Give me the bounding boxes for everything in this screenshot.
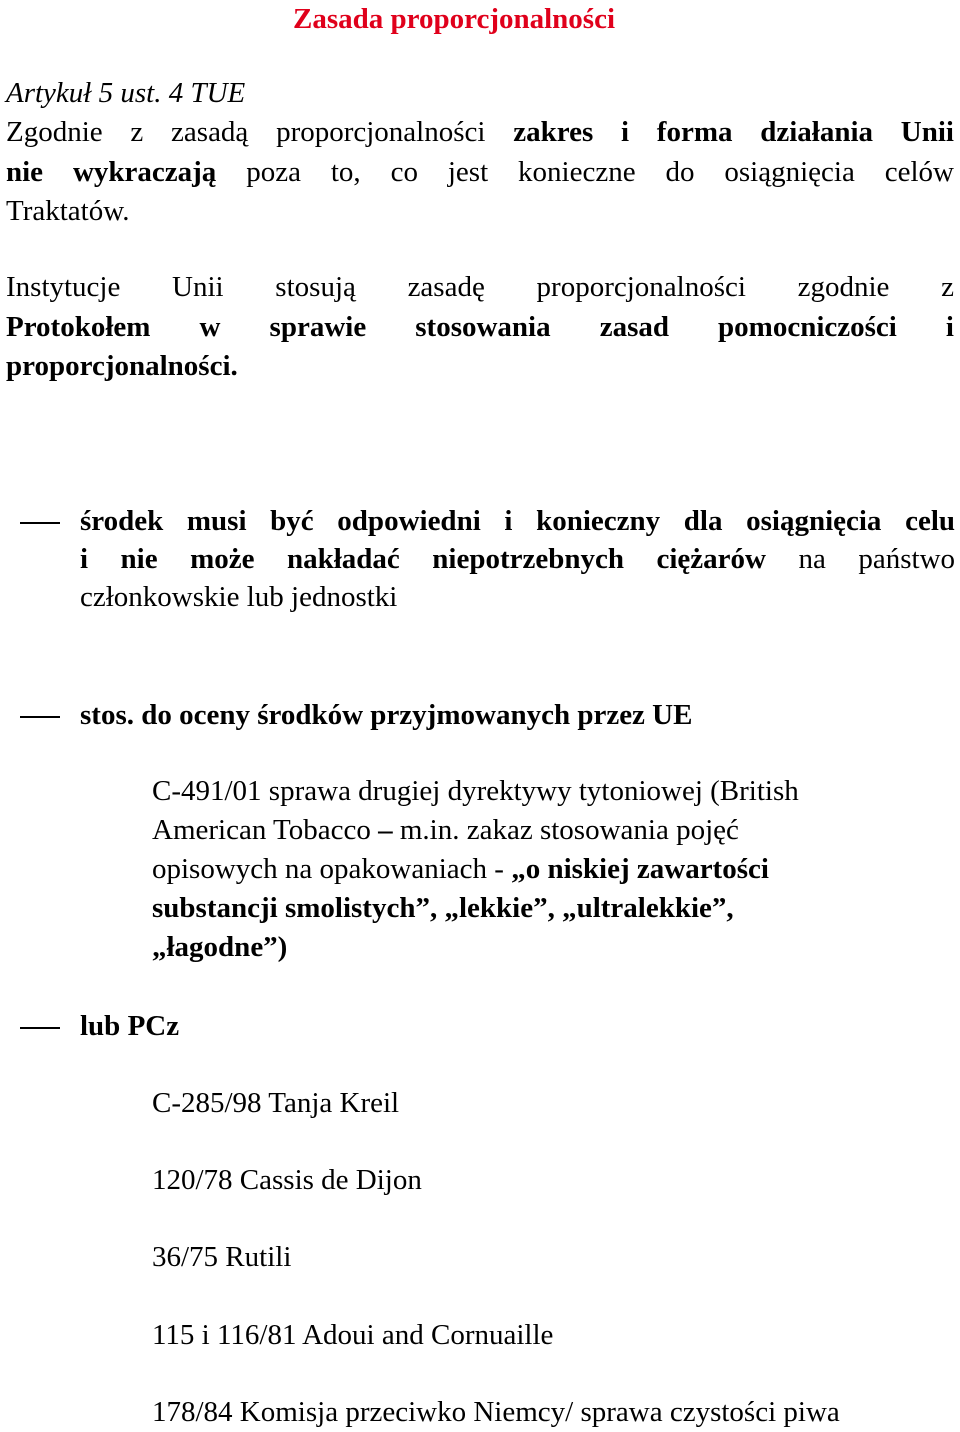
bullet-label: stos. do oceny środków przyjmowanych przez UE — [80, 699, 693, 731]
case-item: 178/84 Komisja przeciwko Niemcy/ sprawa czystości piwa — [152, 1396, 840, 1428]
case-line: C-491/01 sprawa drugiej dyrektywy tytoniowej (British — [152, 775, 799, 807]
case-item: C-285/98 Tanja Kreil — [152, 1087, 400, 1119]
article-reference: Artykuł 5 ust. 4 TUE — [6, 77, 246, 109]
bullet-line: członkowskie lub jednostki — [80, 581, 398, 613]
dash-bullet-icon — [20, 716, 60, 718]
case-line: opisowych na opakowaniach - „o niskiej zawartości — [152, 853, 769, 885]
bullet-label: lub PCz — [80, 1010, 180, 1042]
paragraph-line: Protokołem w sprawie stosowania zasad pomocniczości i — [6, 311, 954, 343]
case-item: 115 i 116/81 Adoui and Cornuaille — [152, 1319, 554, 1351]
case-item: 120/78 Cassis de Dijon — [152, 1164, 422, 1196]
bullet-line: i nie może nakładać niepotrzebnych ciężarów na państwo — [80, 543, 956, 575]
case-line: substancji smolistych”, „lekkie”, „ultralekkie”, — [152, 892, 734, 924]
case-line: „łagodne”) — [152, 931, 288, 963]
dash-bullet-icon — [20, 1027, 60, 1029]
paragraph-line: Instytucje Unii stosują zasadę proporcjonalności zgodnie z — [6, 271, 954, 303]
paragraph-line: Traktatów. — [6, 195, 130, 227]
paragraph-line: nie wykraczają poza to, co jest konieczne do osiągnięcia celów — [6, 156, 954, 188]
dash-bullet-icon — [20, 522, 60, 524]
page-title: Zasada proporcjonalności — [293, 3, 616, 35]
case-item: 36/75 Rutili — [152, 1241, 292, 1273]
paragraph-line: proporcjonalności. — [6, 350, 238, 382]
paragraph-line: Zgodnie z zasadą proporcjonalności zakres i forma działania Unii — [6, 116, 954, 148]
bullet-line: środek musi być odpowiedni i konieczny dla osiągnięcia celu — [80, 505, 955, 537]
case-line: American Tobacco – m.in. zakaz stosowania pojęć — [152, 814, 739, 846]
